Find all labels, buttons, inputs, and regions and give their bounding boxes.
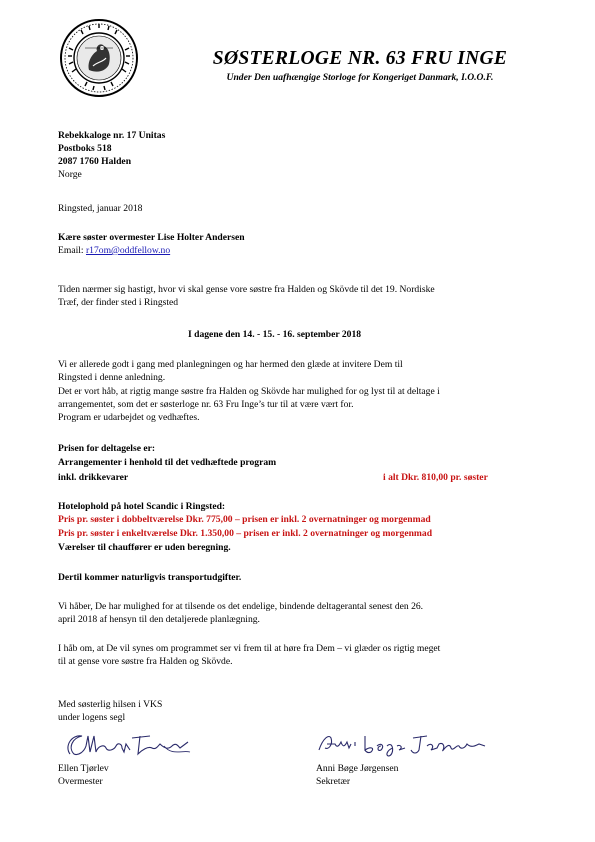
paragraph-3-line-1: Vi håber, De har mulighed for at tilsende os det endelige, bindende deltagerantal senest den 26.: [58, 601, 424, 612]
price-total: i alt Dkr. 810,00 pr. søster: [383, 472, 488, 483]
paragraph-1-line-2: Ringsted i denne anledning.: [58, 372, 166, 383]
salutation: Kære søster overmester Lise Holter Andersen: [58, 232, 245, 243]
event-dates: I dagene den 14. - 15. - 16. september 2018: [188, 329, 362, 340]
closing-line-1: Med søsterlig hilsen i VKS: [58, 699, 163, 710]
recipient-line-2: Postboks 518: [58, 143, 112, 154]
intro-line-2: Træf, der finder sted i Ringsted: [58, 297, 179, 308]
transport-note: Dertil kommer naturligvis transportudgifter.: [58, 572, 242, 583]
page-subtitle: Under Den uafhængige Storloge for Kongeriget Danmark, I.O.O.F.: [226, 72, 494, 83]
signature-right-image: [315, 732, 490, 758]
recipient-line-3: 2087 1760 Halden: [58, 156, 132, 167]
price-line-1: Arrangementer i henhold til det vedhæftede program: [58, 457, 277, 468]
paragraph-4-line-2: til at gense vore søstre fra Halden og Skövde.: [58, 656, 233, 667]
paragraph-2-line-1: Det er vort håb, at rigtig mange søstre fra Halden og Skövde har mulighed for og lyst til at deltage i: [58, 386, 440, 397]
signature-right-name: Anni Bøge Jørgensen: [316, 763, 399, 774]
hotel-single-room-price: Pris pr. søster i enkeltværelse Dkr. 1.350,00 – prisen er inkl. 2 overnatninger og morgenmad: [58, 528, 433, 539]
hotel-double-room-price: Pris pr. søster i dobbeltværelse Dkr. 775,00 – prisen er inkl. 2 overnatninger og morgenmad: [58, 514, 431, 525]
hotel-heading: Hotelophold på hotel Scandic i Ringsted:: [58, 501, 226, 512]
drivers-note: Værelser til chauffører er uden beregning.: [58, 542, 231, 553]
signature-left-role: Overmester: [58, 776, 103, 787]
closing-line-2: under logens segl: [58, 712, 126, 723]
recipient-line-4: Norge: [58, 169, 82, 180]
price-heading: Prisen for deltagelse er:: [58, 443, 156, 454]
paragraph-4-line-1: I håb om, at De vil synes om programmet ser vi frem til at høre fra Dem – vi glæder os rigtig meget: [58, 643, 441, 654]
signature-left-image: [60, 728, 192, 760]
lodge-seal-icon: [59, 18, 139, 98]
page-title: SØSTERLOGE NR. 63 FRU INGE: [212, 48, 508, 69]
price-line-2: inkl. drikkevarer: [58, 472, 129, 483]
signature-left-name: Ellen Tjørlev: [58, 763, 109, 774]
paragraph-2-line-3: Program er udarbejdet og vedhæftes.: [58, 412, 200, 423]
recipient-line-1: Rebekkaloge nr. 17 Unitas: [58, 130, 166, 141]
email-link[interactable]: r17om@oddfellow.no: [85, 245, 171, 256]
email-line: [58, 245, 170, 257]
date-line: Ringsted, januar 2018: [58, 203, 143, 214]
paragraph-3-line-2: april 2018 af hensyn til den detaljerede planlægning.: [58, 614, 260, 625]
email-label: Email:: [58, 245, 86, 256]
paragraph-2-line-2: arrangementet, som det er søsterloge nr. 63 Fru Inge’s tur til at være vært for.: [58, 399, 354, 410]
signature-right-role: Sekretær: [316, 776, 351, 787]
paragraph-1-line-1: Vi er allerede godt i gang med planlegningen og har hermed den glæde at invitere Dem til: [58, 359, 403, 370]
intro-line-1: Tiden nærmer sig hastigt, hvor vi skal gense vore søstre fra Halden og Skövde til det 19. Nordiske: [58, 284, 435, 295]
